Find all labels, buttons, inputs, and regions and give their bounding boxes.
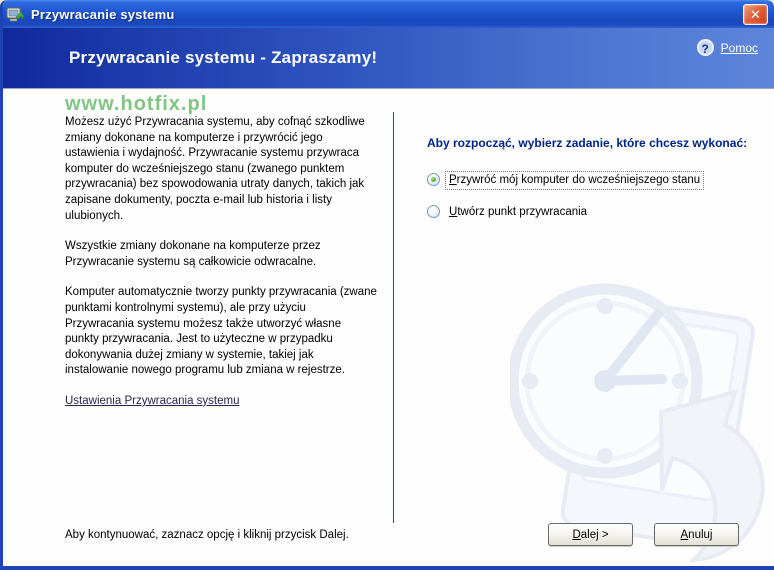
help-question-icon[interactable]: ? [697,39,714,56]
hotfix-watermark: www.hotfix.pl [65,93,208,115]
wizard-header [0,28,774,89]
title-bar [0,0,774,28]
radio-restore-label[interactable]: Przywróć mój komputer do wcześniejszego stanu [446,172,703,189]
close-button[interactable]: ✕ [743,4,768,25]
cancel-button[interactable]: Anuluj [654,523,739,546]
vertical-divider [393,112,394,523]
help-area [697,39,758,56]
description-paragraph-1: Możesz użyć Przywracania systemu, aby cofnąć szkodliwe zmiany dokonane na komputerze i przywrócić jego ustawienia i wydajność. Przywracanie systemu przywraca komputer do wcześniejszego stanu (zwanego punktem przywracania) bez spowodowania utraty danych, takich jak zapisane dokumenty, poczta e-mail lub historia i listy ulubionych. [65,116,365,222]
content-area [3,89,774,566]
description-column [65,115,377,410]
button-row [548,523,739,546]
radio-create-label[interactable]: Utwórz punkt przywracania [449,206,588,218]
clock-arrow-watermark-graphic [510,249,774,570]
help-link[interactable]: Pomoc [720,40,758,55]
task-heading: Aby rozpocząć, wybierz zadanie, które chcesz wykonać: [427,136,748,150]
radio-create-restore-point[interactable] [427,204,761,221]
radio-button-unselected-icon[interactable] [427,205,440,218]
window-title: Przywracanie systemu [31,6,175,22]
radio-button-selected-icon[interactable] [427,173,440,186]
description-paragraph-3: Komputer automatycznie tworzy punkty przywracania (zwane punktami kontrolnymi systemu), ale przy użyciu Przywracania systemu możesz także utworzyć własne punkty przywracania. Jest to użyteczne w przypadku dokonywania dużej zmiany w systemie, takiej jak instalowanie nowego programu lub zmiana w rejestrze. [65,286,377,377]
description-paragraph-2: Wszystkie zmiany dokonane na komputerze przez Przywracanie systemu są całkowicie odwracalne. [65,240,321,268]
system-restore-icon [6,6,25,23]
next-button[interactable]: Dalej > [548,523,633,546]
footer-instruction: Aby kontynuować, zaznacz opcję i kliknij przycisk Dalej. [65,529,349,541]
page-title: Przywracanie systemu - Zapraszamy! [69,48,378,67]
radio-restore-computer[interactable] [427,172,761,189]
task-column [427,136,761,236]
system-restore-settings-link[interactable]: Ustawienia Przywracania systemu [65,394,240,407]
